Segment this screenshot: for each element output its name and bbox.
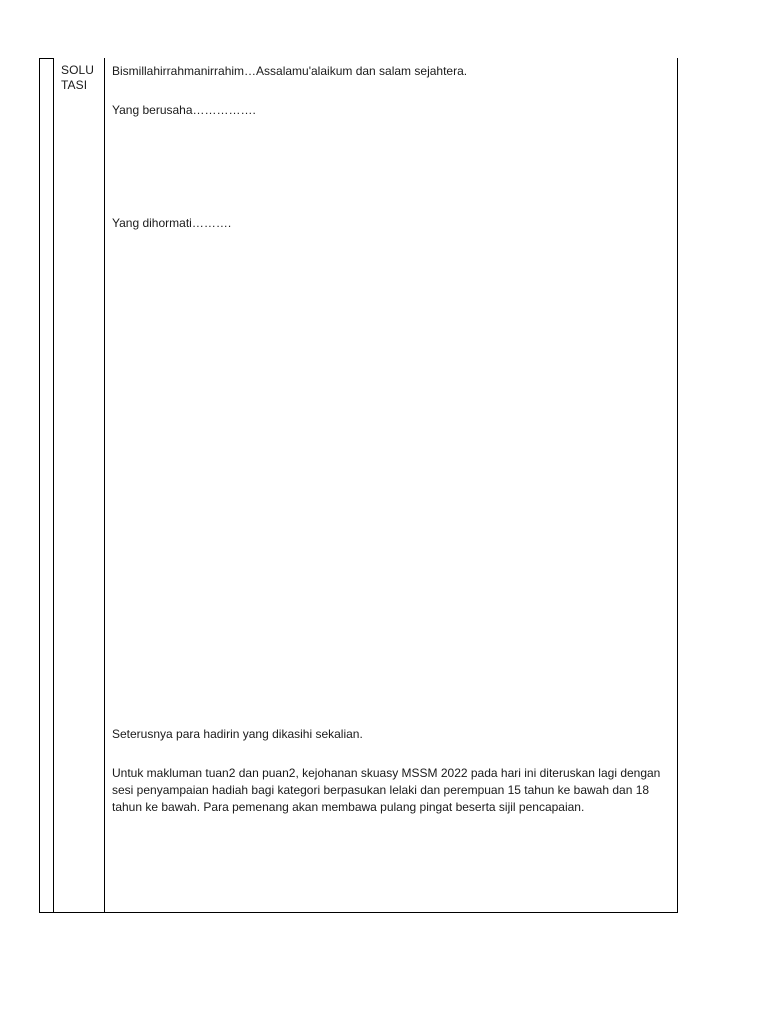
address-audience: Seterusnya para hadirin yang dikasihi sekalian.: [112, 727, 363, 741]
table-border-inner-left: [53, 58, 54, 913]
table-border-outer-left: [39, 58, 40, 913]
announcement-paragraph: Untuk makluman tuan2 dan puan2, kejohanan skuasy MSSM 2022 pada hari ini diteruskan lagi dengan sesi penyampaian hadiah bagi kategori berpasukan lelaki dan perempuan 15 tahun ke bawah dan 18 tahun ke bawah. Para pemenang akan membawa pulang pingat beserta sijil pencapaian.: [112, 766, 661, 814]
salutation-dihormati: Yang dihormati……….: [112, 216, 232, 230]
table-column-divider: [104, 58, 105, 913]
salutation-berusaha: Yang berusaha…………….: [112, 103, 256, 117]
row-label-line-2: TASI: [61, 78, 88, 92]
table-border-top-corner: [39, 58, 54, 59]
table-border-right: [677, 58, 678, 913]
table-border-bottom: [39, 912, 678, 913]
row-label: [61, 63, 101, 93]
opening-greeting: Bismillahirrahmanirrahim…Assalamu'alaikum dan salam sejahtera.: [112, 64, 468, 78]
row-label-line-1: SOLU: [61, 63, 95, 77]
